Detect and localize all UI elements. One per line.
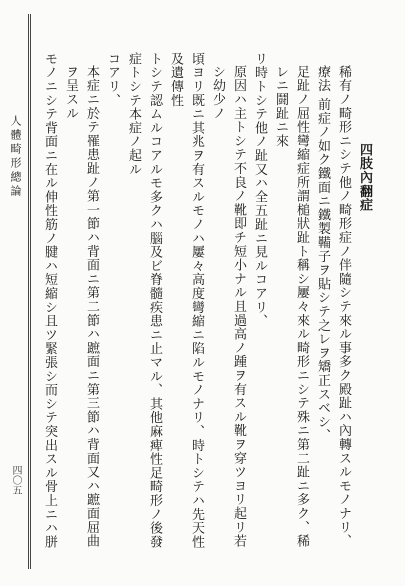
paragraph-continuation: コアリ、 (105, 52, 120, 108)
section-heading: 四肢內翻症 (357, 143, 372, 212)
paragraph: 原因ハ主トシテ不良ノ靴即チ短小ナル且過高ノ踵ヲ有スル靴ヲ穿ツヨリ起リ若シ幼少ノ (210, 65, 246, 548)
paragraph-continuation: 頃ヨリ既ニ其兆ヲ有スルモノハ屢々高度彎縮ニ陷ルモノナリ、時トシテハ先天性及遺傳性 (168, 52, 204, 549)
paragraph: 本症ニ於テ罹患趾ノ第一節ハ背面ニ第二節ハ蹠面ニ第三節ハ背面又ハ蹠面屈曲ヲ呈スル (63, 65, 99, 548)
body-text (42, 52, 375, 552)
page-number: 四〇五 (10, 465, 21, 495)
paragraph-continuation: モノニシテ背面ニ在ル伸性筋ノ腱ハ短縮シ且ツ緊張シ而シテ突出スル骨上ニハ胼 (42, 52, 57, 549)
margin-rule (28, 14, 29, 569)
paragraph-continuation: リ時トシテ他ノ趾又ハ全五趾ニ見ルコアリ、 (252, 52, 267, 328)
paragraph-continuation: トシテ認ムルコアルモ多クハ腦及ビ脊髓疾患ニ止マル、其他麻痺性足畸形ノ後發症トシテ本症ノ起ル (126, 52, 162, 549)
margin-rule-inner (30, 14, 31, 569)
book-title: 人體畸形總論 (9, 115, 22, 199)
paragraph: 稀有ノ畸形ニシテ他ノ畸形症ノ伴隨シテ來ル事多ク殿趾ハ內轉スルモノナリ、 (336, 65, 351, 548)
paragraph: 足趾ノ屈性彎縮症所謂槌狀趾ト稱シ屢々來ル畸形ニシテ殊ニ第二趾ニ多ク、稀レニ鬪趾ニ來 (273, 65, 309, 548)
paragraph: 療法 前症ノ如ク鐵面ニ鐵製鞴子ヲ貼シテ之レヲ矯正スベシ、 (315, 65, 330, 443)
